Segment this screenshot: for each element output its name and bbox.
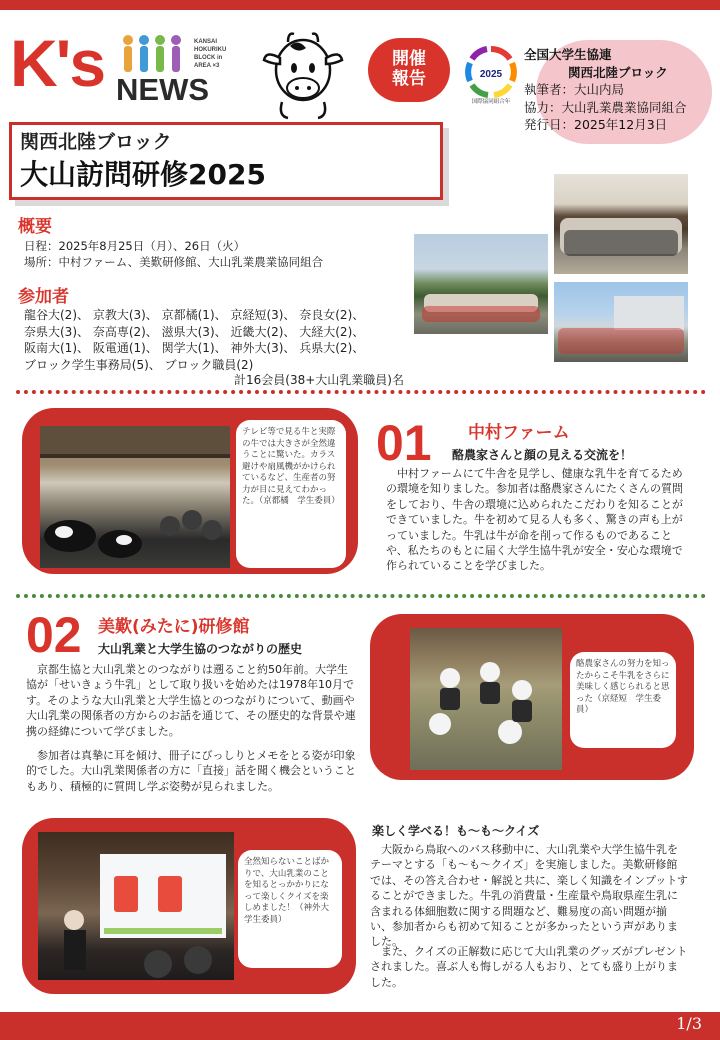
participants-line: 龍谷大(2)、 京教大(3)、 京都橘(1)、 京経短(3)、 奈良女(2)、 [24, 308, 365, 322]
cow-illustration-icon [258, 28, 348, 120]
participants-heading: 参加者 [18, 287, 69, 307]
logo-news: NEWS [116, 72, 209, 107]
section1-body: 中村ファームにて牛舎を見学し、健康な乳牛を育てるための環境を知りました。参加者は酪農家さんにたくさんの質問をしており、牛舎の環境に込められたこだわりを知ることができていました。牛を初めて見る人も多く、驚きの声も上がっていました。牛乳は牛が命を削って作るものであることや、私たちのもとに届く大学生協牛乳が安全・安心な環境で作られていることを学びました。 [386, 467, 683, 573]
group-photo-outdoor [414, 234, 548, 334]
publisher-line2: 関西北陸ブロック [568, 64, 668, 80]
coop-logo-year: 2025 [479, 69, 503, 80]
participants-line: 阪南大(1)、 阪電通(1)、 関学大(1)、 神外大(3)、 兵県大(2)、 [24, 341, 365, 355]
badge-line2: 報告 [392, 69, 426, 89]
page-title: 大山訪問研修2025 [20, 158, 266, 191]
overview-info [24, 238, 323, 270]
bottom-bar [0, 1012, 720, 1040]
section1-number: 01 [376, 415, 432, 471]
group-photo-factory [554, 282, 688, 362]
section3-body2: また、クイズの正解数に応じて大山乳業のグッズがプレゼントされました。喜ぶ人も悔しがる人もおり、とても盛り上がりました。 [370, 945, 688, 989]
author: 執筆者：大山内局 [524, 82, 625, 97]
group-photo-building [554, 174, 688, 274]
participants-total: 計16会員(38+大山乳業職員)名 [234, 373, 404, 387]
section3-comment-bubble: 全然知らないことばかりで、大山乳業のことを知るとっかかりになって楽しくクイズを楽しめました！（神外大 学生委員） [238, 850, 342, 968]
top-bar [0, 0, 720, 10]
seminar-room-photo [410, 628, 562, 770]
logo-k: K's [10, 26, 105, 100]
event-report-badge [368, 38, 450, 102]
participants-list [24, 307, 364, 373]
people-logo-icon [120, 34, 190, 74]
overview-schedule: 日程：2025年8月25日（月）、26日（火） [24, 239, 246, 253]
section3-heading: 楽しく学べる！も～も～クイズ [372, 824, 540, 838]
badge-line1: 開催 [392, 49, 426, 69]
section3-body1: 大阪から鳥取へのバス移動中に、大山乳業や大学生協牛乳をテーマとする「も～も～クイズ」を実施しました。美歎研修館では、その答え合わせ・解説と共に、楽しく知識をインプットすることができました。牛乳の消費量・生産量や鳥取県産生乳に含まれる体細胞数に関する問題など、難易度の高い問題が揃い、参加者からも初めて知ることが多かったという声がありました。 [370, 843, 688, 949]
issue-date: 発行日：2025年12月3日 [524, 117, 668, 132]
divider-green [16, 594, 706, 598]
overview-heading: 概要 [18, 217, 52, 237]
section1-comment-bubble: テレビ等で見る牛と実際の牛では大きさが全然違うことに驚いた。カラス避けや扇風機がかけられているなど、生産者の努力が目に見えてわかった。（京都橘 学生委員） [236, 420, 346, 568]
section2-comment-bubble: 酪農家さんの努力を知ったからこそ牛乳をさらに美味しく感じられると思った（京経短 学生委員） [570, 652, 676, 748]
publisher-info [524, 46, 687, 134]
section2-body2: 参加者は真摯に耳を傾け、冊子にびっしりとメモをとる姿が印象的でした。大山乳業関係者の方に「直接」話を聞く機会ということもあり、積極的に質問し学ぶ姿勢が見られました。 [26, 749, 356, 793]
section2-subtitle: 大山乳業と大学生協のつながりの歴史 [98, 642, 303, 656]
section2-title: 美歎(みたに)研修館 [98, 617, 250, 637]
title-block: 関西北陸ブロック [20, 131, 172, 153]
coop-logo-caption: 国際協同組合年 [471, 99, 511, 105]
cooperation: 協力：大山乳業農業協同組合 [524, 99, 687, 115]
divider-red [16, 390, 706, 394]
quiz-session-photo [38, 832, 234, 980]
section2-number: 02 [26, 607, 82, 663]
page-number: 1/3 [676, 1014, 702, 1033]
publisher-line1: 全国大学生協連 [524, 47, 612, 62]
section1-title: 中村ファーム [468, 423, 570, 443]
section1-subtitle: 酪農家さんと顔の見える交流を！ [452, 448, 633, 462]
participants-line: ブロック学生事務局(5)、 ブロック職員(2) [24, 357, 254, 372]
cow-barn-photo [40, 426, 230, 568]
participants-line: 奈県大(3)、 奈高専(2)、 滋県大(3)、 近畿大(2)、 大経大(2)、 [24, 324, 365, 339]
logo-subtext: KANSAI HOKURIKU BLOCK in AREA ×3 [194, 39, 227, 69]
section2-body1: 京都生協と大山乳業とのつながりは遡ること約50年前。大学生協が「せいきょう牛乳」として取り扱いを始めたは1978年10月です。そのような大山乳業と大学生協とのつながりについて、動画や大山乳業の関係者の方からのお話を通じて、その歴史的な背景や連携の経緯について学びました。 [26, 663, 356, 738]
overview-place: 場所：中村ファーム、美歎研修館、大山乳業農業協同組合 [24, 255, 324, 269]
